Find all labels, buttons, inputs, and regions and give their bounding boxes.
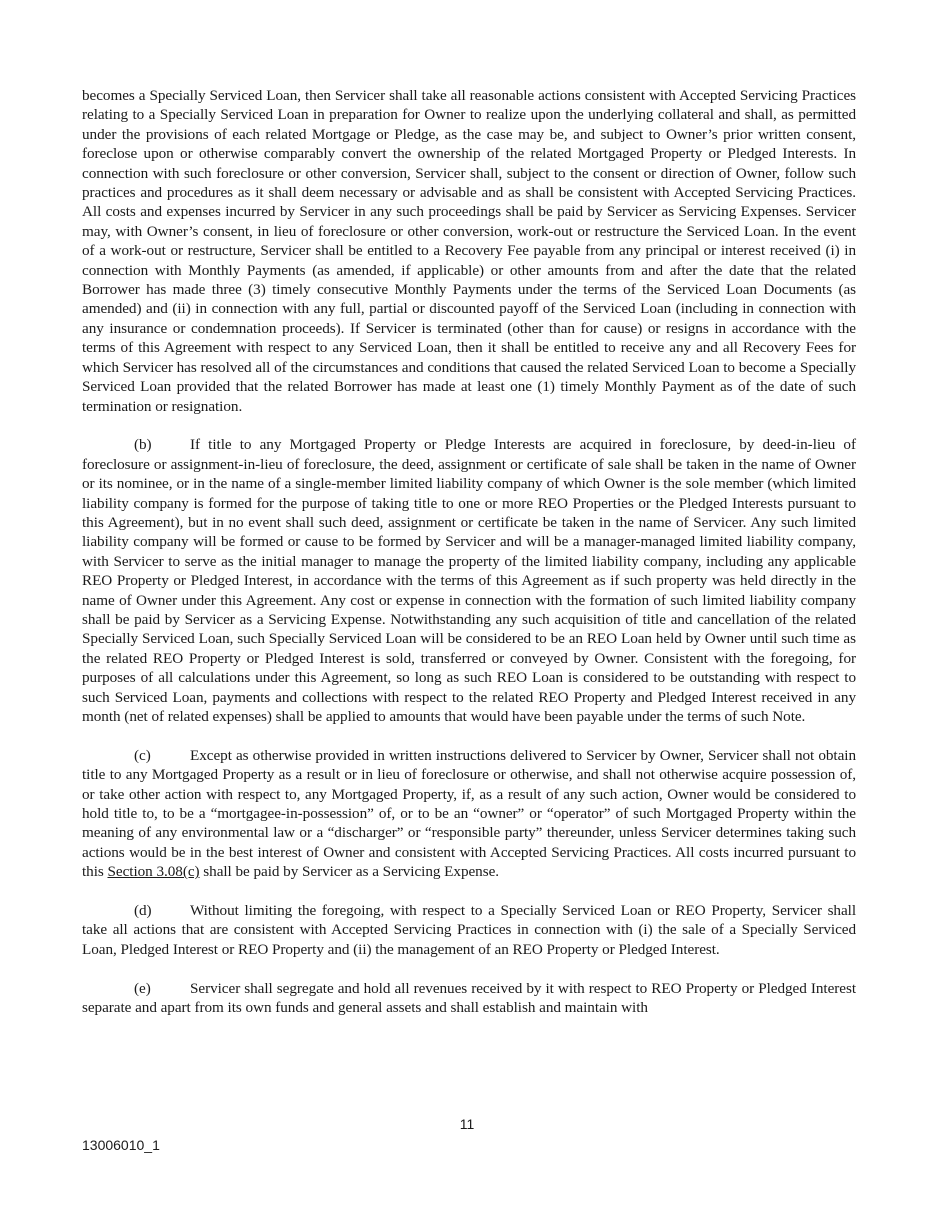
- paragraph-a-continuation: [82, 86, 856, 416]
- paragraph-e: [82, 979, 856, 1018]
- paragraph-label: (b): [134, 436, 152, 454]
- paragraph-label: (d): [134, 902, 152, 920]
- paragraph-d: [82, 901, 856, 959]
- section-reference-link[interactable]: Section 3.08(c): [107, 863, 200, 881]
- document-body: [82, 86, 856, 1017]
- paragraph-text: Without limiting the foregoing, with respect to a Specially Serviced Loan or REO Property, Servicer shall take all actions that are consistent with Accepted Servicing Practices in connection with (i) the sale of a Specially Serviced Loan, Pledged Interest or REO Property and (ii) the management of an REO Property or Pledged Interest.: [82, 902, 856, 958]
- paragraph-text: shall be paid by Servicer as a Servicing Expense.: [199, 863, 500, 881]
- paragraph-label: (c): [134, 746, 151, 764]
- paragraph-text: If title to any Mortgaged Property or Pledge Interests are acquired in foreclosure, by deed-in-lieu of foreclosure or assignment-in-lieu of foreclosure, the deed, assignment or certificate of sale shall be taken in the name of Owner or its nominee, or in the name of a single-member limited liability company of which Owner is the sole member (which limited liability company is formed for the purpose of taking title to one or more REO Properties or the Pledged Interests pursuant to this Agreement), but in no event shall such deed, assignment or certificate be taken in the name of Servicer. Any such limited liability company will be formed or cause to be formed by Servicer and will be a manager-managed limited liability company, with Servicer to serve as the initial manager to manage the property of the limited liability company, including any applicable REO Property or Pledged Interest, in accordance with the terms of this Agreement as if such property was held directly in the name of Owner under this Agreement. Any cost or expense in connection with the formation of such limited liability company shall be paid by Servicer as a Servicing Expense. Notwithstanding any such acquisition of title and cancellation of the related Specially Serviced Loan, such Specially Serviced Loan will be considered to be an REO Loan held by Owner until such time as the related REO Property or Pledged Interest is sold, transferred or conveyed by Owner. Consistent with the foregoing, for purposes of all calculations under this Agreement, so long as such REO Loan is considered to be outstanding with respect to such Serviced Loan, payments and collections with respect to the related REO Property and Pledged Interest received in any month (net of related expenses) shall be applied to amounts that would have been payable under the terms of such Note.: [82, 436, 856, 725]
- document-id: 13006010_1: [82, 1137, 160, 1153]
- paragraph-text: becomes a Specially Serviced Loan, then Servicer shall take all reasonable actions consistent with Accepted Servicing Practices relating to a Specially Serviced Loan in preparation for Owner to realize upon the underlying collateral and shall, as permitted under the provisions of each related Mortgage or Pledge, as the case may be, and subject to Owner’s prior written consent, foreclose upon or otherwise comparably convert the ownership of the related Mortgaged Property or Pledged Interests. In connection with such foreclosure or other conversion, Servicer shall, subject to the consent or direction of Owner, follow such practices and procedures as it shall deem necessary or advisable and as shall be consistent with Accepted Servicing Practices. All costs and expenses incurred by Servicer in any such proceedings shall be paid by Servicer as Servicing Expenses. Servicer may, with Owner’s consent, in lieu of foreclosure or other conversion, work-out or restructure the Serviced Loan. In the event of a work-out or restructure, Servicer shall be entitled to a Recovery Fee payable from any principal or interest received (i) in connection with Monthly Payments (as amended, if applicable) or other amounts from and after the date that the related Borrower has made three (3) timely consecutive Monthly Payments under the terms of the Serviced Loan Documents (as amended) and (ii) in connection with any full, partial or discounted payoff of the Serviced Loan (including in connection with any insurance or condemnation proceeds). If Servicer is terminated (other than for cause) or resigns in accordance with the terms of this Agreement with respect to any Serviced Loan, then it shall be entitled to receive any and all Recovery Fees for which Servicer has resolved all of the circumstances and conditions that caused the related Serviced Loan to become a Specially Serviced Loan provided that the related Borrower has made at least one (1) timely Monthly Payment as of the date of such termination or resignation.: [82, 87, 856, 415]
- paragraph-text: Servicer shall segregate and hold all revenues received by it with respect to REO Property or Pledged Interest separate and apart from its own funds and general assets and shall establish and maintain with: [82, 979, 856, 1017]
- paragraph-b: [82, 435, 856, 726]
- page-number: 11: [459, 1116, 475, 1132]
- paragraph-label: (e): [134, 979, 151, 997]
- paragraph-c: [82, 746, 856, 882]
- paragraph-text: Except as otherwise provided in written instructions delivered to Servicer by Owner, Servicer shall not obtain title to any Mortgaged Property as a result or in lieu of foreclosure or otherwise, and shall not otherwise acquire possession of, or take other action with respect to, any Mortgaged Property, if, as a result of any such action, Owner would be considered to hold title to, to be a “mortgagee-in-possession” of, or to be an “owner” or “operator” of such Mortgaged Property within the meaning of any environmental law or a “discharger” or “responsible party” thereunder, unless Servicer determines taking such actions would be in the best interest of Owner and consistent with Accepted Servicing Practices. All costs incurred pursuant to this: [82, 746, 856, 881]
